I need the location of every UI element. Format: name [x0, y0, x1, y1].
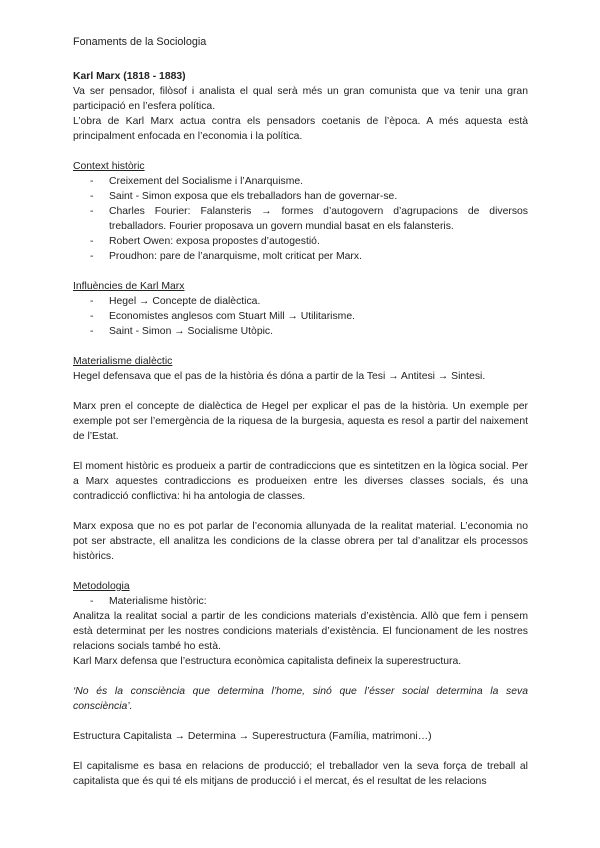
quote: ‘No és la consciència que determina l’home, sinó que l’ésser social determina la seva consciència’. [73, 686, 528, 712]
list-item: - Saint - Simon exposa que els treballadors han de governar-se. [73, 189, 528, 204]
list-item: - Proudhon: pare de l’anarquisme, molt criticat per Marx. [73, 249, 528, 264]
list-item: - Creixement del Socialisme i l’Anarquisme. [73, 174, 528, 189]
methodology-heading: Metodologia [73, 581, 130, 592]
list-item: - Saint - Simon → Socialisme Utòpic. [73, 324, 528, 339]
structure-line: Estructura Capitalista → Determina → Superestructura (Família, matrimoni…) [73, 731, 432, 742]
influences-heading: Influències de Karl Marx [73, 281, 185, 292]
list-item: - Materialisme històric: [73, 594, 528, 609]
methodology-list [73, 594, 528, 609]
intro-paragraph: Va ser pensador, filòsof i analista el qual serà més un gran comunista que va tenir una gran participació en l’esfera política. [73, 86, 528, 112]
paragraph: El moment històric es produeix a partir de contradiccions que es sintetitzen en la lògica social. Per a Marx aquestes contradiccions es produeixen entre les diverses classes socials, és una contradicció conflictiva: hi ha antologia de classes. [73, 461, 528, 502]
paragraph: Hegel defensava que el pas de la història és dóna a partir de la Tesi → Antitesi → Sintesi. [73, 371, 486, 382]
paragraph: Marx exposa que no es pot parlar de l’economia allunyada de la realitat material. L’economia no pot ser abstracte, ell analitza les condicions de la classe obrera per tal d’analitzar els processos històrics. [73, 521, 528, 562]
paragraph: Marx pren el concepte de dialèctica de Hegel per explicar el pas de la història. Un exemple per exemple pot ser l’emergència de la riquesa de la burgesia, aquesta es resol a partir del naixement de l’Estat. [73, 401, 528, 442]
page-header: Fonaments de la Sociologia [73, 36, 207, 48]
list-item: - Robert Owen: exposa propostes d’autogestió. [73, 234, 528, 249]
context-list [73, 174, 528, 264]
section-title: Karl Marx (1818 - 1883) [73, 71, 186, 82]
paragraph: Karl Marx defensa que l’estructura econòmica capitalista defineix la superestructura. [73, 656, 462, 667]
context-heading: Context històric [73, 161, 145, 172]
list-item: - Economistes anglesos com Stuart Mill → Utilitarisme. [73, 309, 528, 324]
materialism-heading: Materialisme dialèctic [73, 356, 173, 367]
paragraph: El capitalisme es basa en relacions de producció; el treballador ven la seva força de treball al capitalista que és qui té els mitjans de producció i el mercat, és el resultat de les relacions [73, 761, 528, 787]
influences-list [73, 294, 528, 339]
intro-paragraph: L’obra de Karl Marx actua contra els pensadors coetanis de l’època. A més aquesta està principalment enfocada en l’economia i la política. [73, 116, 528, 142]
list-item: - Hegel → Concepte de dialèctica. [73, 294, 528, 309]
list-item: - Charles Fourier: Falansteris → formes d’autogovern d’agrupacions de diversos treballadors. Fourier proposava un govern mundial basat en els falansteris. [73, 204, 528, 234]
paragraph: Analitza la realitat social a partir de les condicions materials d’existència. Allò que fem i pensem està determinat per les nostres condicions materials d’existència. El funcionament de les nostres relacions socials també ho està. [73, 611, 528, 652]
document-body [73, 69, 528, 789]
